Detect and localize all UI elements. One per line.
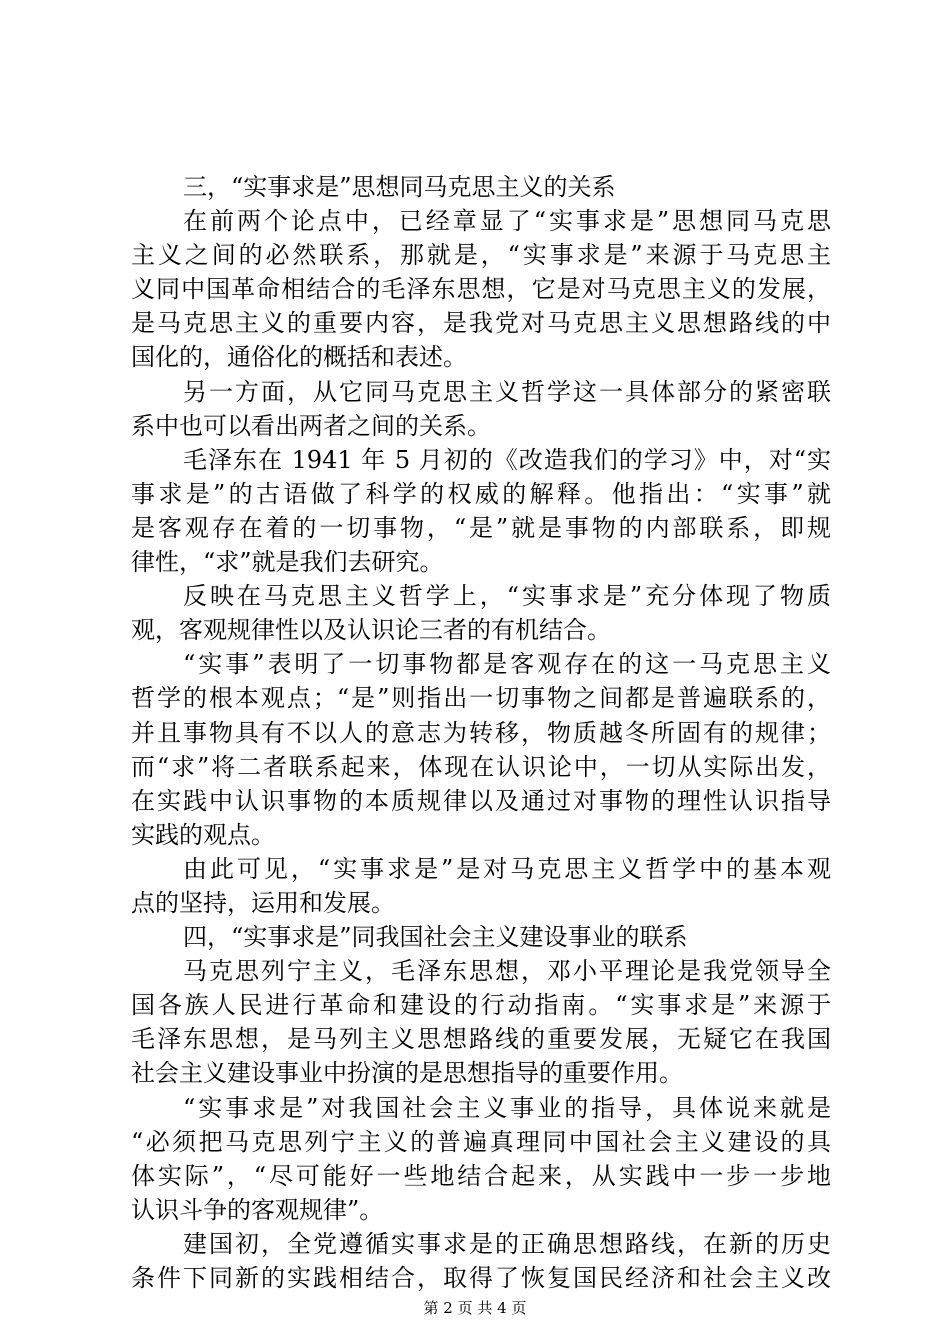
text-line: “实事”表明了一切事物都是客观存在的这一马克思主义 <box>183 650 831 679</box>
text-line: “实事求是”对我国社会主义事业的指导，具体说来就是 <box>183 1093 831 1122</box>
text-line: 认识斗争的客观规律”。 <box>131 1195 384 1224</box>
text-line: 并且事物具有不以人的意志为转移，物质越冬所固有的规律； <box>131 718 831 747</box>
text-line: 国各族人民进行革命和建设的行动指南。“实事求是”来源于 <box>131 991 831 1020</box>
text-line: 四，“实事求是”同我国社会主义建设事业的联系 <box>183 923 688 952</box>
text-line: 毛泽东在 1941 年 5 月初的《改造我们的学习》中，对“实 <box>183 445 831 474</box>
text-line: 是客观存在着的一切事物，“是”就是事物的内部联系，即规 <box>131 513 831 542</box>
text-line: 国化的，通俗化的概括和表述。 <box>131 343 467 372</box>
text-line: 观，客观规律性以及认识论三者的有机结合。 <box>131 616 611 645</box>
text-line: 毛泽东思想，是马列主义思想路线的重要发展，无疑它在我国 <box>131 1025 831 1054</box>
text-line: 主义之间的必然联系，那就是，“实事求是”来源于马克思主 <box>131 241 831 270</box>
text-line: 反映在马克思主义哲学上，“实事求是”充分体现了物质 <box>183 582 831 611</box>
text-line: 律性，“求”就是我们去研究。 <box>131 548 444 577</box>
text-line: 社会主义建设事业中扮演的是思想指导的重要作用。 <box>131 1059 683 1088</box>
text-line: 体实际”，“尽可能好一些地结合起来，从实践中一步一步地 <box>131 1161 831 1190</box>
text-line: 哲学的根本观点；“是”则指出一切事物之间都是普遍联系的， <box>131 684 831 713</box>
text-line: 系中也可以看出两者之间的关系。 <box>131 411 491 440</box>
text-line: 在实践中认识事物的本质规律以及通过对事物的理性认识指导 <box>131 786 831 815</box>
text-line: 而“求”将二者联系起来，体现在认识论中，一切从实际出发， <box>131 752 831 781</box>
text-line: 是马克思主义的重要内容，是我党对马克思主义思想路线的中 <box>131 309 831 338</box>
text-line: 在前两个论点中，已经章显了“实事求是”思想同马克思 <box>183 207 831 236</box>
text-line: 义同中国革命相结合的毛泽东思想，它是对马克思主义的发展， <box>131 275 831 304</box>
page-footer: 第 2 页 共 4 页 <box>423 1299 527 1317</box>
text-line: 实践的观点。 <box>131 820 275 849</box>
text-line: 马克思列宁主义，毛泽东思想，邓小平理论是我党领导全 <box>183 957 831 986</box>
text-line: 条件下同新的实践相结合，取得了恢复国民经济和社会主义改 <box>131 1264 831 1292</box>
text-line: 由此可见，“实事求是”是对马克思主义哲学中的基本观 <box>183 854 831 883</box>
text-line: 点的坚持，运用和发展。 <box>131 888 395 917</box>
text-line: 另一方面，从它同马克思主义哲学这一具体部分的紧密联 <box>183 377 831 406</box>
text-line: “必须把马克思列宁主义的普遍真理同中国社会主义建设的具 <box>131 1127 831 1156</box>
text-line: 建国初，全党遵循实事求是的正确思想路线，在新的历史 <box>183 1229 831 1258</box>
text-line: 三，“实事求是”思想同马克思主义的关系 <box>183 173 616 201</box>
text-line: 事求是”的古语做了科学的权威的解释。他指出：“实事”就 <box>131 479 831 508</box>
body-text <box>131 170 831 1295</box>
